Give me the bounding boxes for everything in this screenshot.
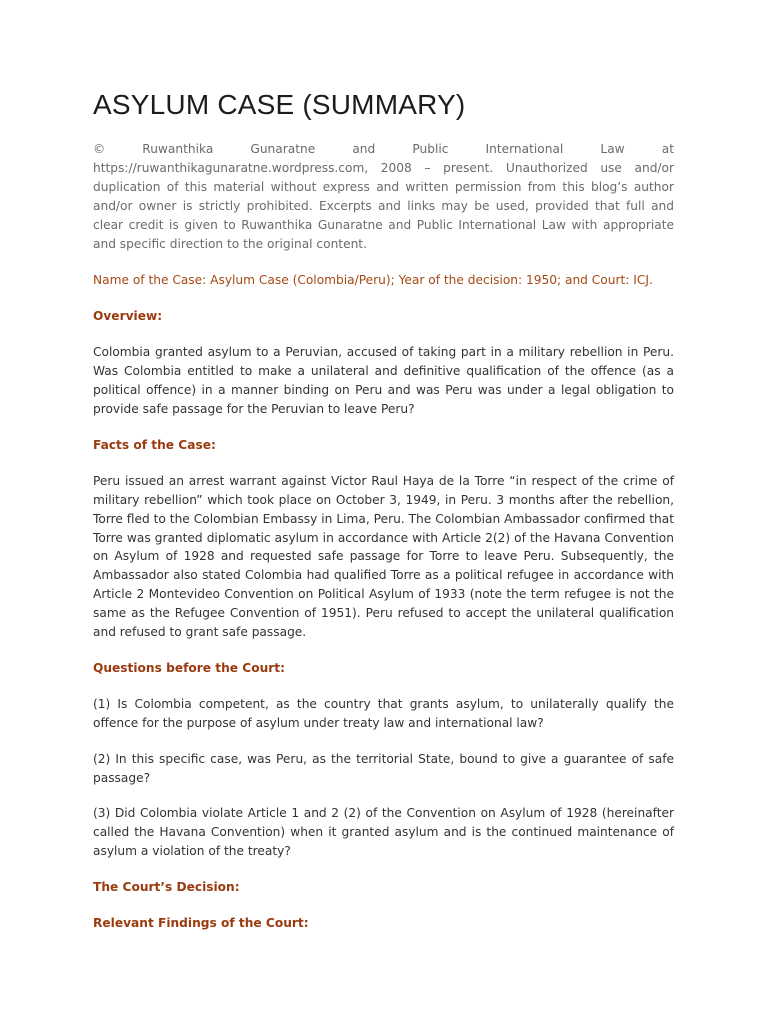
facts-heading: Facts of the Case: <box>93 437 216 452</box>
overview-text: Colombia granted asylum to a Peruvian, accused of taking part in a military rebellion in Peru. Was Colombia entitled to make a unilateral and definitive qualification of the offence (as a political offence) in a manner binding on Peru and was Peru was under a legal obligation to provide safe passage for the Peruvian to leave Peru? <box>93 345 674 416</box>
question-3: (3) Did Colombia violate Article 1 and 2 (2) of the Convention on Asylum of 1928 (hereinafter called the Havana Convention) when it granted asylum and is the continued maintenance of asylum a violation of the treaty? <box>93 806 674 859</box>
overview-heading: Overview: <box>93 309 163 324</box>
copyright-notice: © Ruwanthika Gunaratne and Public International Law at https://ruwanthikagunaratne.wordpress.com, 2008 – present. Unauthorized use and/or duplication of this material without express and written permission from this blog’s author and/or owner is strictly prohibited. Excerpts and links may be used, provided that full and clear credit is given to Ruwanthika Gunaratne and Public International Law with appropriate and specific direction to the original content. <box>93 142 674 251</box>
document-title: ASYLUM CASE (SUMMARY) <box>93 89 466 120</box>
facts-text: Peru issued an arrest warrant against Victor Raul Haya de la Torre “in respect of the crime of military rebellion” which took place on October 3, 1949, in Peru. 3 months after the rebellion, Torre fled to the Colombian Embassy in Lima, Peru. The Colombian Ambassador confirmed that Torre was granted diplomatic asylum in accordance with Article 2(2) of the Havana Convention on Asylum of 1928 and requested safe passage for Torre to leave Peru. Subsequently, the Ambassador also stated Colombia had qualified Torre as a political refugee in accordance with Article 2 Montevideo Convention on Political Asylum of 1933 (note the term refugee is not the same as the Refugee Convention of 1951). Peru refused to accept the unilateral qualification and refused to grant safe passage. <box>93 473 674 640</box>
decision-heading: The Court’s Decision: <box>93 880 240 895</box>
question-1: (1) Is Colombia competent, as the country that grants asylum, to unilaterally qualify the offence for the purpose of asylum under treaty law and international law? <box>93 696 674 730</box>
document-page <box>93 88 674 950</box>
questions-heading: Questions before the Court: <box>93 660 286 675</box>
case-info: Name of the Case: Asylum Case (Colombia/Peru); Year of the decision: 1950; and Court: ICJ. <box>93 273 653 288</box>
question-2: (2) In this specific case, was Peru, as the territorial State, bound to give a guarantee of safe passage? <box>93 751 674 785</box>
findings-heading: Relevant Findings of the Court: <box>93 916 309 931</box>
